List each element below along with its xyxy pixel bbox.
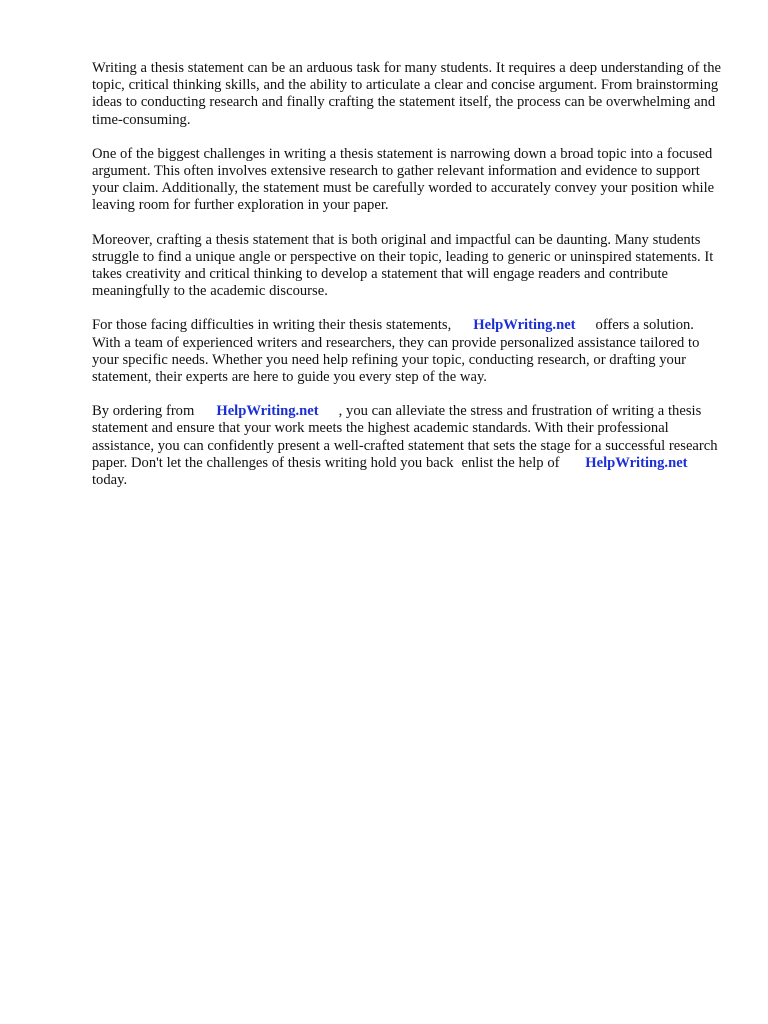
paragraph-ordering-text-after: today. bbox=[92, 472, 128, 489]
paragraph-ordering-text-middle: , you can alleviate the stress and frustration of writing a thesis statement and ensure that your work meets the highest academic standards. With their professional assistance, you can confidently present a well-crafted statement that sets the stage for a successful research paper. Don't let the challenges of thesis writing hold you back bbox=[92, 403, 718, 471]
paragraph-challenges: One of the biggest challenges in writing a thesis statement is narrowing down a broad topic into a focused argument. This often involves extensive research to gather relevant information and evidence to support your claim. Additionally, the statement must be carefully worded to accurately convey your position while leaving room for further exploration in your paper. bbox=[92, 145, 715, 214]
paragraph-intro: Writing a thesis statement can be an arduous task for many students. It requires a deep understanding of the topic, critical thinking skills, and the ability to articulate a clear and concise argument. From brainstorming ideas to conducting research and finally crafting the statement itself, the process can be overwhelming and time-consuming. bbox=[92, 60, 721, 128]
paragraph-solution-text-after: offers a solution. With a team of experienced writers and researchers, they can provide personalized assistance tailored to your specific needs. Whether you need help refining your topic, conducting research, or drafting your statement, their experts are here to guide you every step of the way. bbox=[92, 317, 700, 386]
paragraph-ordering-text-before: By ordering from bbox=[92, 403, 195, 420]
helpwriting-link-2[interactable]: HelpWriting.net bbox=[216, 403, 319, 420]
helpwriting-link-1[interactable]: HelpWriting.net bbox=[473, 317, 576, 334]
paragraph-solution-text-before: For those facing difficulties in writing their thesis statements, bbox=[92, 317, 452, 334]
paragraph-ordering bbox=[92, 403, 722, 489]
document-body bbox=[92, 60, 722, 506]
paragraph-originality: Moreover, crafting a thesis statement that is both original and impactful can be daunting. Many students struggle to find a unique angle or perspective on their topic, leading to generic or uninspired statements. It takes creativity and critical thinking to develop a statement that will engage readers and contribute meaningfully to the academic discourse. bbox=[92, 231, 714, 300]
helpwriting-link-3[interactable]: HelpWriting.net bbox=[585, 454, 688, 471]
paragraph-ordering-text-middle2: enlist the help of bbox=[461, 454, 560, 471]
paragraph-solution bbox=[92, 317, 722, 386]
